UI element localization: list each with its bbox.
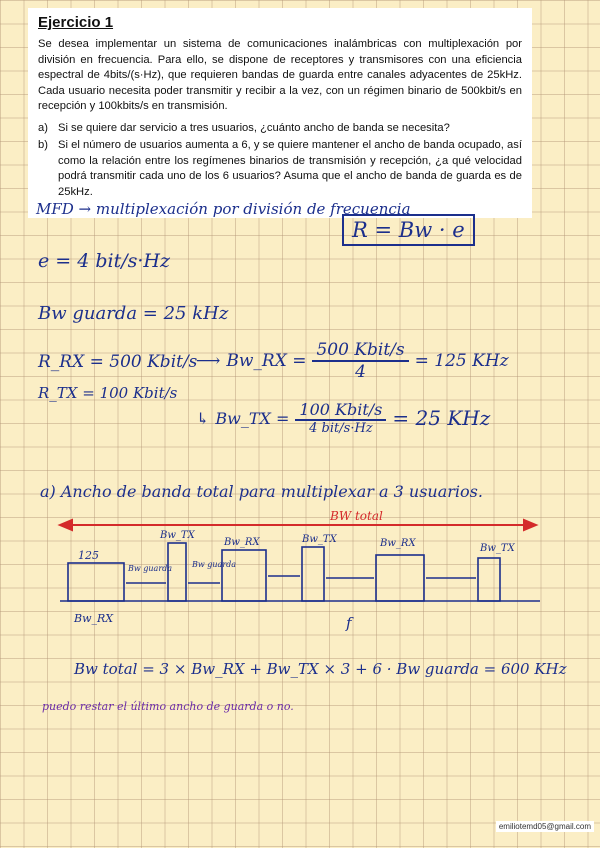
question-label: b): [38, 139, 48, 151]
band-tx-3: [478, 558, 500, 601]
note-mfd: MFD → multiplexación por división de frecuencia: [36, 200, 411, 218]
label-bw-guarda-2: Bw guarda: [192, 560, 237, 569]
bwrx-denominator: 4: [355, 362, 366, 382]
author-email: emiliotemd05@gmail.com: [496, 821, 594, 832]
note-total-formula: Bw total = 3 × Bw_RX + Bw_TX × 3 + 6 · Bw guarda = 600 KHz: [74, 660, 567, 678]
note-part-a: a) Ancho de banda total para multiplexar a 3 usuarios.: [40, 482, 483, 501]
label-bwrx-3: Bw_RX: [380, 538, 416, 549]
label-bwtx-1: Bw_TX: [160, 530, 195, 541]
bwrx-arrow: ⟶: [196, 351, 221, 371]
band-rx-3: [376, 555, 424, 601]
note-formula-box: R = Bw · e: [342, 214, 475, 246]
bw-total-label: BW total: [330, 509, 383, 523]
label-bwtx-3: Bw_TX: [480, 543, 515, 554]
note-rrx: R_RX = 500 Kbit/s: [38, 352, 198, 372]
band-tx-2: [302, 547, 324, 601]
bwrx-numerator: 500 Kbit/s: [312, 340, 408, 362]
label-bwtx-2: Bw_TX: [302, 534, 337, 545]
bw-total-arrowhead-left: [60, 520, 72, 530]
bwtx-denominator: 4 bit/s·Hz: [309, 421, 373, 436]
exercise-paragraph: Se desea implementar un sistema de comunicaciones inalámbricas con multiplexación por división en frecuencia. Para ello, se dispone de receptores y transmisores con una eficiencia espectral de 4bits/(s·Hz), que requieren bandas de guarda entre canales adyacentes de 25kHz. Cada usuario necesita poder transmitir y recibir a la vez, con un régimen binario de 500kbit/s en recepción y 100kbits/s en transmisión.: [38, 38, 522, 112]
note-guard: Bw guarda = 25 kHz: [38, 303, 229, 324]
band-rx-1: [68, 563, 124, 601]
bw-total-arrowhead-right: [524, 520, 536, 530]
question-label: a): [38, 121, 48, 134]
bwtx-result: = 25 KHz: [392, 406, 491, 430]
band-rx-2: [222, 550, 266, 601]
note-purple: puedo restar el último ancho de guarda o no.: [42, 700, 294, 713]
label-bw-guarda: Bw guarda: [128, 564, 173, 573]
question-text: Si se quiere dar servicio a tres usuarios, ¿cuánto ancho de banda se necesita?: [58, 121, 450, 134]
bwrx-result: = 125 KHz: [414, 351, 509, 371]
bwtx-arrow: ↳: [196, 408, 210, 428]
label-bwrx-2: Bw_RX: [224, 537, 260, 548]
label-f: f: [346, 614, 352, 632]
question-text: Si el número de usuarios aumenta a 6, y se quiere mantener el ancho de banda ocupado, así como la relación entre los regímenes binarios de transmisión y recepción, ¿a qué velocidad podrá transmitir cada uno de los 6 usuarios? Asuma que el ancho de banda de guarda es de 25kHz.: [58, 139, 522, 198]
exercise-title: Ejercicio 1: [38, 14, 114, 31]
label-125: 125: [78, 549, 99, 562]
note-efficiency: e = 4 bit/s·Hz: [38, 250, 171, 272]
bwtx-numerator: 100 Kbit/s: [295, 400, 386, 421]
bwrx-lhs: Bw_RX =: [226, 351, 307, 371]
label-bwrx-bottom: Bw_RX: [74, 612, 114, 625]
bwtx-lhs: Bw_TX =: [215, 408, 290, 428]
note-rtx: R_TX = 100 Kbit/s: [38, 384, 178, 402]
